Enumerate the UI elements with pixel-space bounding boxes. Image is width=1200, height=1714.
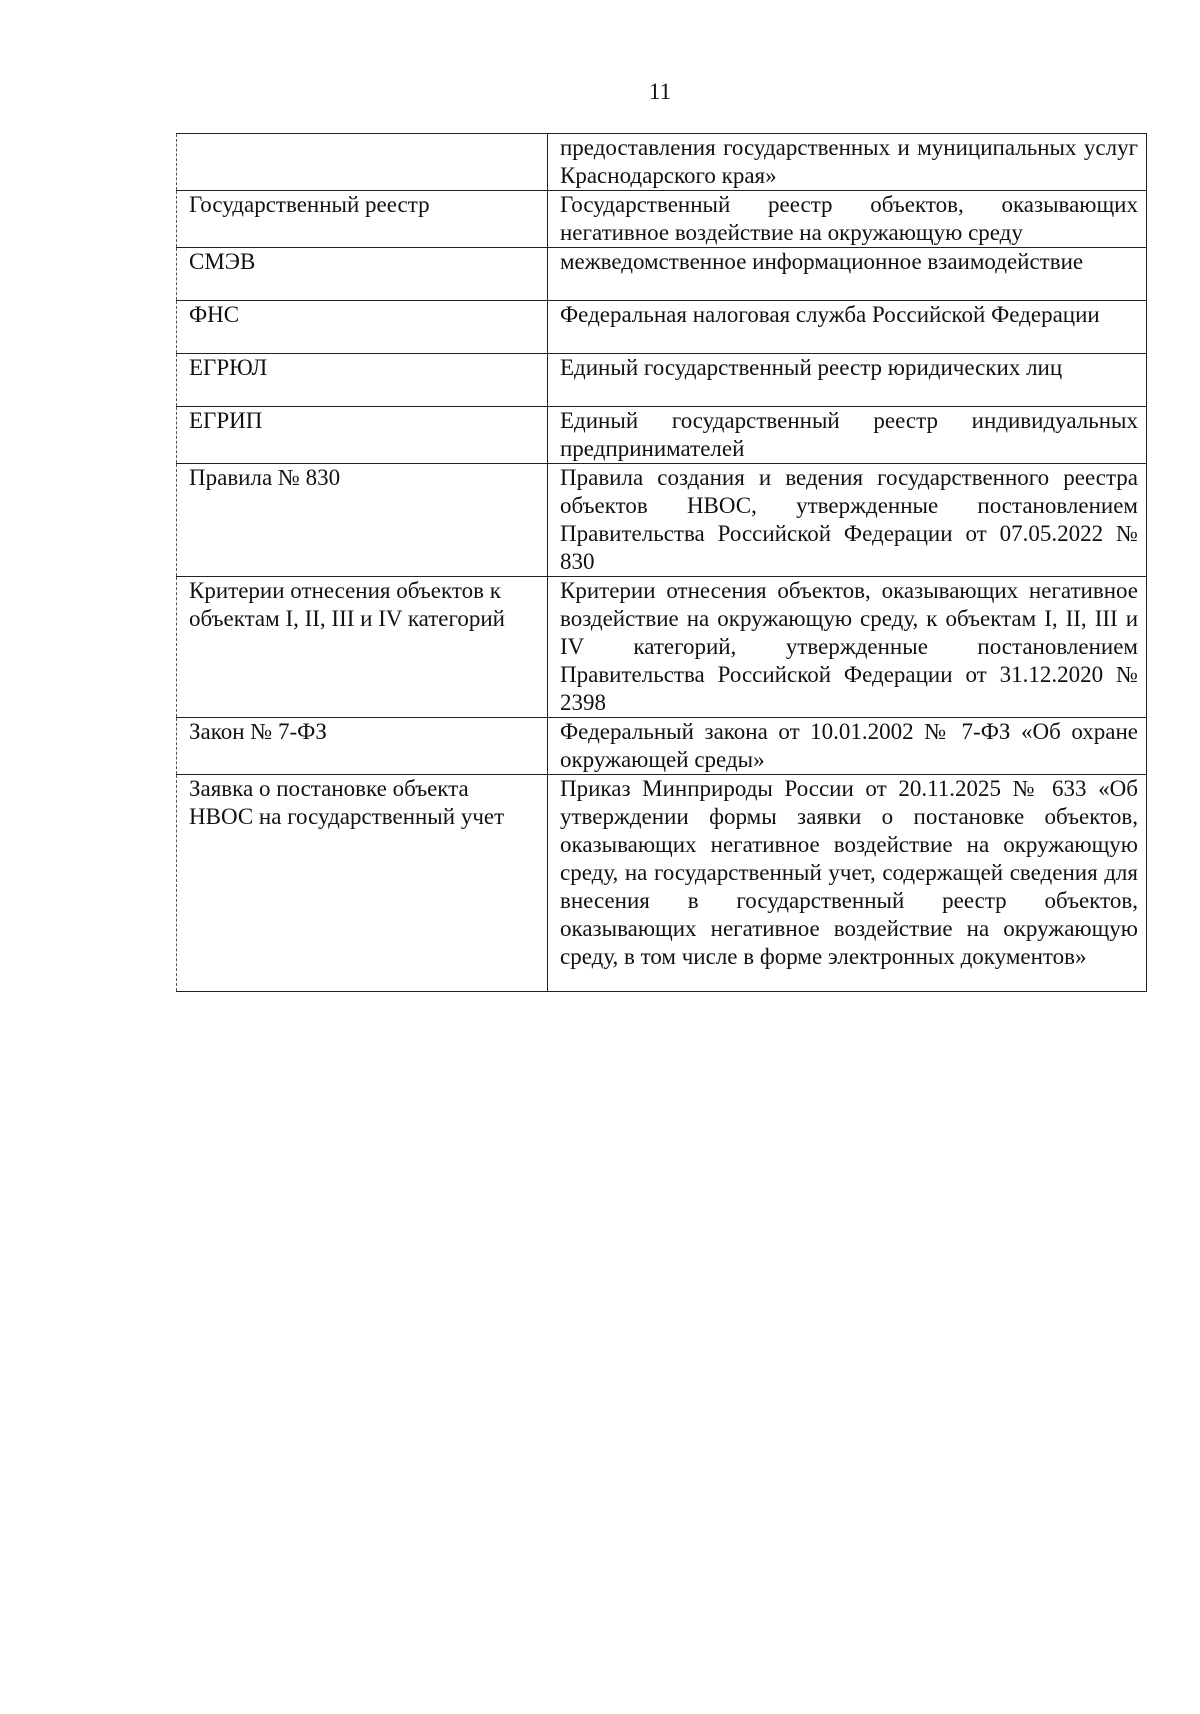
table-row [177, 407, 1147, 464]
table-row [177, 577, 1147, 718]
table-row [177, 718, 1147, 775]
term-cell: СМЭВ [177, 248, 548, 301]
page-number: 11 [648, 79, 672, 104]
table-row [177, 301, 1147, 354]
term-cell: ФНС [177, 301, 548, 354]
table-row [177, 248, 1147, 301]
term-cell: Государственный реестр [177, 191, 548, 248]
term-cell: Правила № 830 [177, 464, 548, 577]
definition-cell: Правила создания и ведения государственного реестра объектов НВОС, утвержденные постановлением Правительства Российской Федерации от 07.05.2022 № 830 [548, 464, 1147, 577]
definition-cell: Приказ Минприроды России от 20.11.2025 № 633 «Об утверждении формы заявки о постановке объектов, оказывающих негативное воздействие на окружающую среду, на государственный учет, содержащей сведения для внесения в государственный реестр объектов, оказывающих негативное воздействие на окружающую среду, в том числе в форме электронных документов» [548, 775, 1147, 992]
term-cell: Заявка о постановке объекта НВОС на государственный учет [177, 775, 548, 992]
table-row [177, 775, 1147, 992]
table-row [177, 191, 1147, 248]
definition-cell: Федеральная налоговая служба Российской Федерации [548, 301, 1147, 354]
definition-cell: Федеральный закона от 10.01.2002 № 7-ФЗ «Об охране окружающей среды» [548, 718, 1147, 775]
definition-cell: Единый государственный реестр юридических лиц [548, 354, 1147, 407]
table-row [177, 464, 1147, 577]
term-cell: ЕГРЮЛ [177, 354, 548, 407]
term-cell: Закон № 7-ФЗ [177, 718, 548, 775]
definition-cell: межведомственное информационное взаимодействие [548, 248, 1147, 301]
term-cell: ЕГРИП [177, 407, 548, 464]
term-cell: Критерии отнесения объектов к объектам I, II, III и IV категорий [177, 577, 548, 718]
table-row [177, 354, 1147, 407]
definition-cell: предоставления государственных и муниципальных услуг Краснодарского края» [548, 134, 1147, 191]
definition-cell: Критерии отнесения объектов, оказывающих негативное воздействие на окружающую среду, к объектам I, II, III и IV категорий, утвержденные постановлением Правительства Российской Федерации от 31.12.2020 № 2398 [548, 577, 1147, 718]
table-row [177, 134, 1147, 191]
definition-cell: Государственный реестр объектов, оказывающих негативное воздействие на окружающую среду [548, 191, 1147, 248]
definition-cell: Единый государственный реестр индивидуальных предпринимателей [548, 407, 1147, 464]
term-cell [177, 134, 548, 191]
abbreviations-table [176, 133, 1147, 992]
